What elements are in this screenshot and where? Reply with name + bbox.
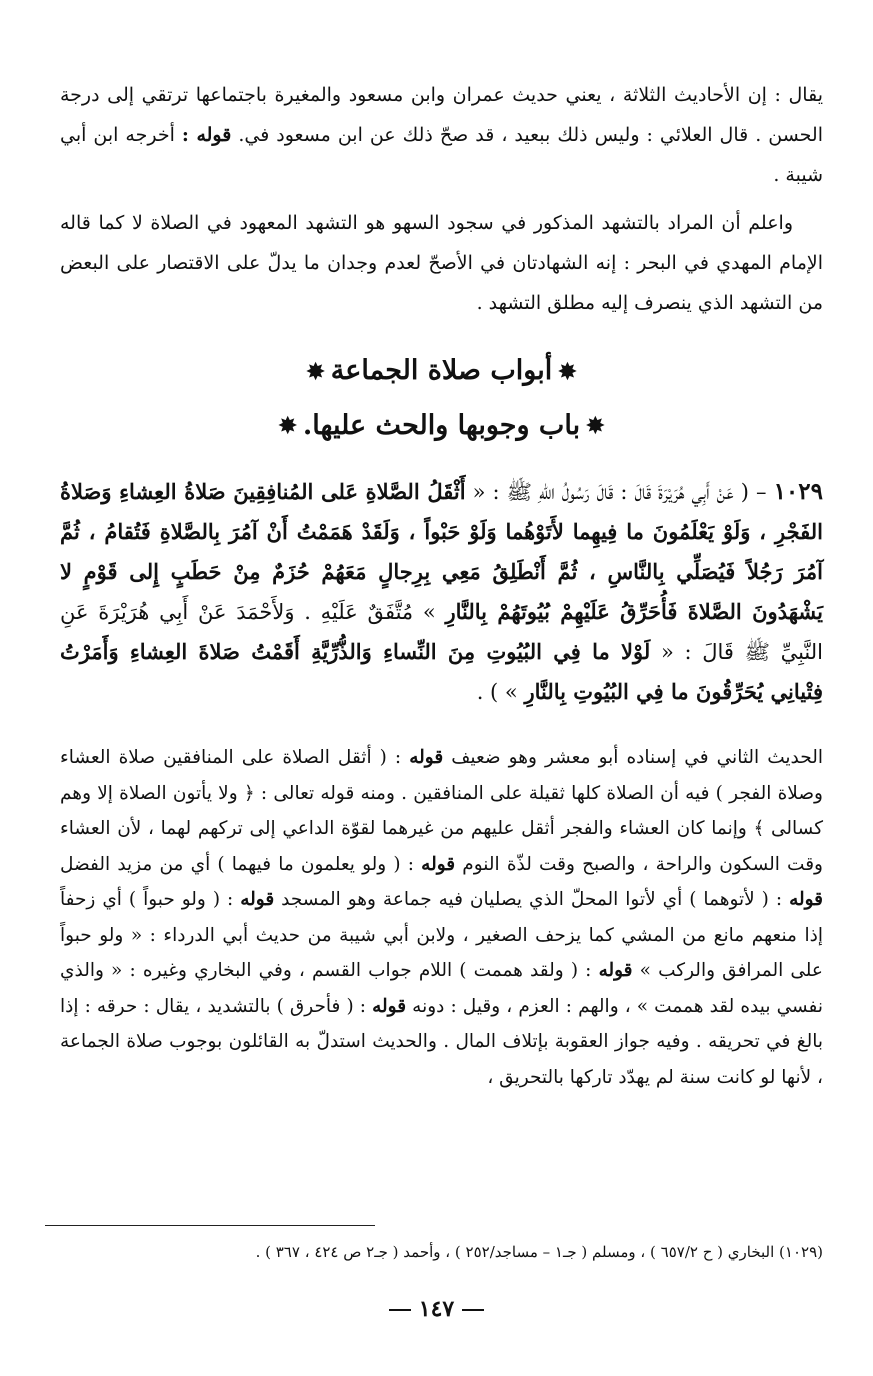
- qawluhu-label: قوله: [372, 995, 407, 1017]
- footnote-divider: [45, 1225, 375, 1226]
- qawluhu-label: قوله: [598, 960, 633, 981]
- page-number-text: ١٤٧: [418, 1296, 455, 1322]
- qawluhu-label: قوله: [421, 853, 456, 875]
- hadith-quote-1: أَثْقَلُ الصَّلاةِ عَلى المُنافِقِينَ صَلاةُ العِشاءِ وَصَلاةُ الفَجْرِ ، وَلَوْ يَعْلَمُونَ ما فِيهِما لأَتَوْهُما وَلَوْ حَبْواً ، وَلَقَدْ هَمَمْتُ أَنْ آمُرَ بِالصَّلاةِ فَتُقامُ ، ثُمَّ آمُرَ رَجُلاً فَيُصَلِّي بِالنَّاسِ ، ثُمَّ أَنْطَلِقُ مَعِي بِرِجالٍ مَعَهُمْ حُزَمٌ مِنْ حَطَبٍ إِلى قَوْمٍ لا يَشْهَدُونَ الصَّلاةَ فَأُحَرِّقُ عَلَيْهِمْ بُيُوتَهُمْ بِالنَّارِ: [60, 479, 823, 624]
- commentary-text: الحديث الثاني في إسناده أبو معشر وهو ضعيف: [451, 747, 823, 768]
- section-heading: [60, 351, 823, 392]
- hadith-quote-2: لَوْلا ما فِي البُيُوتِ مِنَ النِّساءِ وَالذُّرِّيَّةِ أَقَمْتُ صَلاةَ العِشاءِ وَأَمَرْتُ فِتْيانِي يُحَرِّقُونَ ما فِي البُيُوتِ بِالنَّارِ: [60, 639, 823, 704]
- page-body: [60, 75, 823, 1095]
- chapter-heading-text: باب وجوبها والحث عليها.: [302, 409, 581, 441]
- star-ornament-icon: ✸: [558, 358, 577, 385]
- footnote: (١٠٢٩) البخاري ( ح ٦٥٧/٢ ) ، ومسلم ( جـ١ – مساجد/٢٥٢ ) ، وأحمد ( جـ٢ ص ٤٢٤ ، ٣٦٧ ) .: [255, 1243, 823, 1261]
- intro-text-1-tail: أخرجه ابن أبي شيبة .: [60, 124, 823, 186]
- commentary-block: [60, 740, 823, 1095]
- commentary-text: : ( ولو يعلمون ما فيهما ) أي من مزيد الفضل: [60, 853, 415, 875]
- hadith-block: [60, 472, 823, 712]
- star-ornament-icon: ✸: [306, 358, 325, 385]
- commentary-text: : ( فأحرق ) بالتشديد ، يقال : حرقه : إذا بالغ في تحريقه . وفيه جواز العقوبة بإتلاف المال . والحديث استدلّ به القائلون بوجوب صلاة الجماعة ، لأنها لو كانت سنة لم يهدّد تاركها بالتحريق ،: [60, 995, 823, 1088]
- hadith-mid: » مُتَّفَقٌ عَلَيْهِ . وَلأَحْمَدَ عَنْ أَبِي هُرَيْرَةَ عَنِ النَّبِيِّ ﷺ قَالَ : «: [60, 600, 823, 664]
- page-number: [0, 1296, 873, 1322]
- page-number-dash: [389, 1309, 411, 1311]
- commentary-text: : ( ولقد هممت ) اللام جواب القسم ، وفي البخاري وغيره : « والذي نفسي بيده لقد هممت » ، والهم : العزم ، وقيل : دونه: [60, 960, 824, 1017]
- qawluhu-label: قوله: [409, 747, 444, 768]
- intro-paragraph-1: [60, 75, 823, 195]
- commentary-text: : ( أثقل الصلاة على المنافقين صلاة العشاء وصلاة الفجر ) فيه أن الصلاة كلها ثقيلة على المنافقين . ومنه قوله تعالى : ﴿ ولا يأتون الصلاة إلا وهم كسالى ﴾ وإنما كان العشاء والفجر أثقل عليهم من غيرهما لقوّة الداعي إلى تركهم لهما ، لأن العشاء وقت السكون والراحة ، والصبح وقت لذّة النوم: [60, 747, 823, 875]
- intro-text-1: يقال : إن الأحاديث الثلاثة ، يعني حديث عمران وابن مسعود والمغيرة باجتماعها ترتقي إلى درجة الحسن . قال العلائي : وليس ذلك ببعيد ، قد صحّ ذلك عن ابن مسعود في.: [60, 84, 823, 146]
- hadith-intro: – ( عَنْ أَبِي هُرَيْرَةَ قَالَ : قَالَ رَسُولُ اللهِ ﷺ : «: [472, 480, 767, 504]
- commentary-text: : ( ولو حبواً ) أي زحفاً إذا منعهم مانع من المشي كما يزحف الصغير ، ولابن أبي شيبة من حديث أبي الدرداء : « ولو حبواً على المرافق والركب »: [60, 889, 823, 981]
- intro-paragraph-2: واعلم أن المراد بالتشهد المذكور في سجود السهو هو التشهد المعهود في الصلاة لا كما قاله الإمام المهدي في البحر : إنه الشهادتان في الأصحّ لعدم وجدان ما يدلّ على الاقتصار على البعض من التشهد الذي ينصرف إليه مطلق التشهد .: [60, 212, 823, 314]
- section-heading-text: أبواب صلاة الجماعة: [330, 355, 553, 386]
- hadith-end: » ) .: [476, 680, 518, 704]
- hadith-number: ١٠٢٩: [773, 478, 823, 505]
- qawluhu-label: قوله: [240, 889, 275, 910]
- qawluhu-label: قوله: [789, 889, 824, 910]
- commentary-text: : ( لأتوهما ) أي لأتوا المحلّ الذي يصليان فيه جماعة وهو المسجد: [281, 889, 783, 910]
- qawluhu-label: قوله :: [181, 124, 232, 146]
- star-ornament-icon: ✸: [278, 413, 297, 439]
- chapter-heading: [60, 406, 823, 447]
- star-ornament-icon: ✸: [586, 413, 605, 439]
- page-number-dash: [462, 1309, 484, 1311]
